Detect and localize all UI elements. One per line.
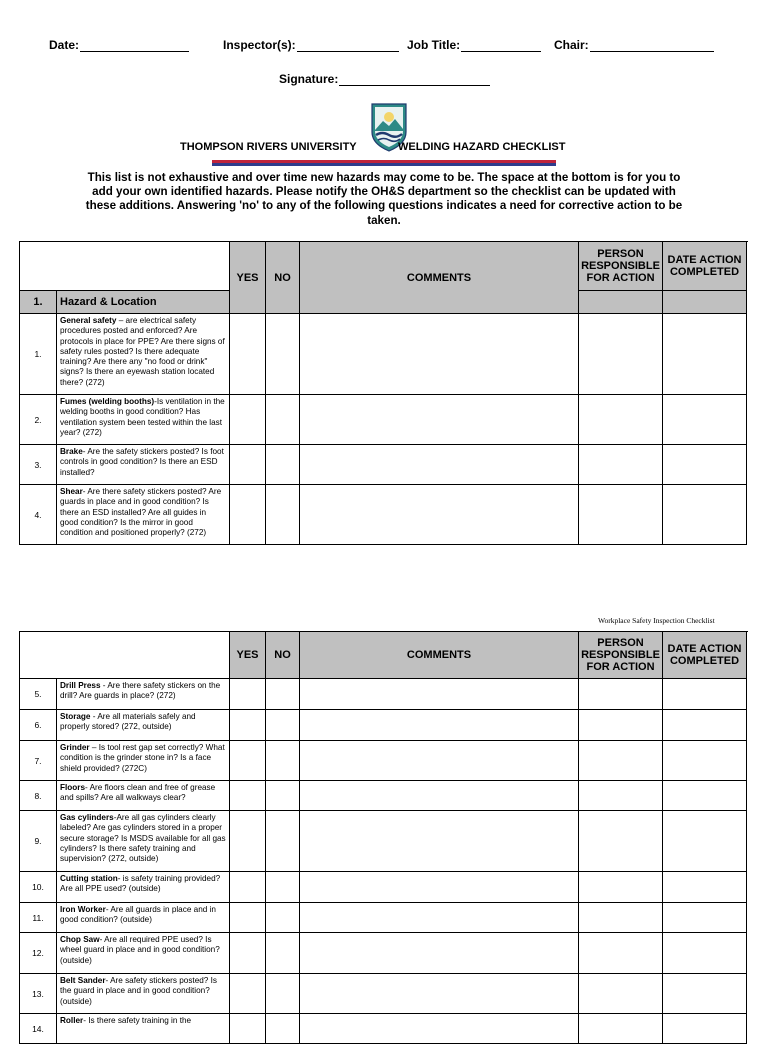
hazard-description <box>57 781 230 811</box>
date-action-cell[interactable] <box>663 1014 747 1044</box>
hazard-question: Is there safety training in the <box>88 1016 192 1025</box>
yes-cell[interactable] <box>230 903 266 933</box>
person-cell[interactable] <box>579 679 663 710</box>
hazard-name: Floors <box>60 783 86 792</box>
person-cell[interactable] <box>579 710 663 741</box>
chair-label: Chair: <box>554 38 589 52</box>
date-action-cell[interactable] <box>663 974 747 1014</box>
hazard-description <box>57 314 230 395</box>
row-number: 2. <box>20 395 57 445</box>
hazard-question: Is ventilation in the welding booths in good condition? Has ventilation system been tested within the last year? (272) <box>60 397 225 437</box>
date-field <box>49 38 189 52</box>
person-cell[interactable] <box>579 903 663 933</box>
hazard-separator: - <box>99 935 105 944</box>
date-action-cell[interactable] <box>663 781 747 811</box>
hazard-name: Drill Press <box>60 681 101 690</box>
no-cell[interactable] <box>266 974 300 1014</box>
hazard-question: is safety training provided? Are all PPE used? (outside) <box>60 874 221 894</box>
yes-cell[interactable] <box>230 741 266 781</box>
no-cell[interactable] <box>266 445 300 485</box>
no-cell[interactable] <box>266 811 300 872</box>
person-cell[interactable] <box>579 485 663 545</box>
hazard-name: Gas cylinders <box>60 813 114 822</box>
hazard-question: Are the safety stickers posted? Is foot controls in good condition? Is there an ESD installed? <box>60 447 224 477</box>
comments-cell[interactable] <box>300 974 579 1014</box>
no-cell[interactable] <box>266 314 300 395</box>
job-title-line <box>461 39 541 52</box>
yes-cell[interactable] <box>230 485 266 545</box>
section-number: 1. <box>20 291 57 314</box>
yes-cell[interactable] <box>230 974 266 1014</box>
hazard-separator: - <box>105 905 111 914</box>
person-cell[interactable] <box>579 933 663 974</box>
yes-cell[interactable] <box>230 811 266 872</box>
date-label: Date: <box>49 38 80 52</box>
no-cell[interactable] <box>266 710 300 741</box>
hazard-description <box>57 1014 230 1044</box>
date-line <box>80 39 189 52</box>
checklist-title: WELDING HAZARD CHECKLIST <box>398 141 566 153</box>
row-number: 9. <box>20 811 57 872</box>
person-cell[interactable] <box>579 1014 663 1044</box>
chair-line <box>590 39 714 52</box>
hazard-name: Shear <box>60 487 83 496</box>
comments-cell[interactable] <box>300 395 579 445</box>
person-cell[interactable] <box>579 974 663 1014</box>
comments-cell[interactable] <box>300 811 579 872</box>
signature-line <box>339 73 490 86</box>
row-number: 10. <box>20 872 57 903</box>
hazard-separator: - <box>82 447 88 456</box>
row-number: 11. <box>20 903 57 933</box>
yes-cell[interactable] <box>230 679 266 710</box>
yes-cell[interactable] <box>230 395 266 445</box>
title-row <box>0 100 768 156</box>
yes-cell[interactable] <box>230 781 266 811</box>
comments-cell[interactable] <box>300 872 579 903</box>
no-cell[interactable] <box>266 485 300 545</box>
hazard-question: Are all gas cylinders clearly labeled? Are gas cylinders stored in a proper secure storage? Is MSDS available for all gas cylinders? Is there safety training and supervision? (272, outside) <box>60 813 226 864</box>
hazard-description <box>57 933 230 974</box>
col-header-comments: COMMENTS <box>300 242 579 314</box>
hazard-name: Fumes (welding booths) <box>60 397 155 406</box>
hazard-question: Are all required PPE used? Is wheel guard in place and in good condition? (outside) <box>60 935 220 965</box>
date-action-cell[interactable] <box>663 395 747 445</box>
intro-paragraph: This list is not exhaustive and over time new hazards may come to be. The space at the bottom is for you to add your own identified hazards. Please notify the OH&S department so the checklist can be updated with these additions. Answering 'no' to any of the following questions indicates a need for corrective action to be taken. <box>85 171 683 227</box>
date-action-cell[interactable] <box>663 933 747 974</box>
section-shade-date <box>663 291 747 314</box>
date-action-cell[interactable] <box>663 741 747 781</box>
person-cell[interactable] <box>579 781 663 811</box>
hazard-name: Storage <box>60 712 91 721</box>
col-header-comments: COMMENTS <box>300 632 579 679</box>
row-number: 8. <box>20 781 57 811</box>
row-number: 3. <box>20 445 57 485</box>
hazard-description <box>57 974 230 1014</box>
hazard-description <box>57 445 230 485</box>
hazard-description <box>57 903 230 933</box>
hazard-question: Is tool rest gap set correctly? What condition is the grinder stone in? Is a face shield provided? (272C) <box>60 743 225 773</box>
row-number: 7. <box>20 741 57 781</box>
hazard-name: Iron Worker <box>60 905 106 914</box>
title-rule-blue <box>212 163 556 166</box>
section-label: Hazard & Location <box>57 291 230 314</box>
no-cell[interactable] <box>266 781 300 811</box>
comments-cell[interactable] <box>300 903 579 933</box>
hazard-separator: – <box>89 743 99 752</box>
hazard-name: General safety <box>60 316 117 325</box>
no-cell[interactable] <box>266 741 300 781</box>
hazard-name: Brake <box>60 447 83 456</box>
hazard-separator: – <box>116 316 126 325</box>
hazard-description <box>57 679 230 710</box>
hazard-separator: - <box>90 712 98 721</box>
checklist-table-page1 <box>19 241 748 545</box>
col-header-person: PERSON RESPONSIBLE FOR ACTION <box>579 242 663 291</box>
row-number: 5. <box>20 679 57 710</box>
row-number: 1. <box>20 314 57 395</box>
date-action-cell[interactable] <box>663 314 747 395</box>
hazard-question: Are all materials safely and properly stored? (272, outside) <box>60 712 196 732</box>
checklist-table-page2 <box>19 631 748 1044</box>
hazard-question: Are there safety stickers posted? Are guards in place and in good condition? Is there an ESD installed? Are all guides in good condition? Is the mirror in good condition and positioned properly? (272) <box>60 487 222 538</box>
yes-cell[interactable] <box>230 445 266 485</box>
date-action-cell[interactable] <box>663 903 747 933</box>
hazard-question: Are safety stickers posted? Is the guard in place and in good condition? (outside) <box>60 976 217 1006</box>
hazard-description <box>57 811 230 872</box>
col-header-no: NO <box>266 632 300 679</box>
no-cell[interactable] <box>266 903 300 933</box>
hazard-separator: - <box>154 397 157 406</box>
hazard-name: Grinder <box>60 743 90 752</box>
person-cell[interactable] <box>579 395 663 445</box>
hazard-question: Are floors clean and free of grease and spills? Are all walkways clear? <box>60 783 216 803</box>
comments-cell[interactable] <box>300 741 579 781</box>
hazard-question: Are there safety stickers on the drill? Are guards in place? (272) <box>60 681 221 701</box>
hazard-separator: - <box>100 681 108 690</box>
person-cell[interactable] <box>579 872 663 903</box>
no-cell[interactable] <box>266 933 300 974</box>
row-number: 13. <box>20 974 57 1014</box>
hazard-separator: - <box>113 813 117 822</box>
no-cell[interactable] <box>266 679 300 710</box>
hazard-separator: - <box>105 976 111 985</box>
person-cell[interactable] <box>579 811 663 872</box>
row-number: 6. <box>20 710 57 741</box>
no-cell[interactable] <box>266 872 300 903</box>
hazard-name: Chop Saw <box>60 935 100 944</box>
col-header-person: PERSON RESPONSIBLE FOR ACTION <box>579 632 663 679</box>
university-name: THOMPSON RIVERS UNIVERSITY <box>180 141 357 153</box>
hazard-separator: - <box>117 874 123 883</box>
hazard-description <box>57 872 230 903</box>
hazard-name: Roller <box>60 1016 84 1025</box>
page-footer: Workplace Safety Inspection Checklist <box>598 616 715 625</box>
yes-cell[interactable] <box>230 710 266 741</box>
row-number: 12. <box>20 933 57 974</box>
row-number: 4. <box>20 485 57 545</box>
hazard-description <box>57 395 230 445</box>
inspectors-field <box>223 38 399 52</box>
hazard-separator: - <box>83 1016 89 1025</box>
signature-field <box>279 72 490 86</box>
comments-cell[interactable] <box>300 933 579 974</box>
chair-field <box>554 38 714 52</box>
hazard-description <box>57 710 230 741</box>
date-action-cell[interactable] <box>663 811 747 872</box>
hazard-separator: - <box>82 487 88 496</box>
no-cell[interactable] <box>266 395 300 445</box>
hazard-question: Are all guards in place and in good condition? (outside) <box>60 905 216 925</box>
comments-cell[interactable] <box>300 710 579 741</box>
hazard-description <box>57 741 230 781</box>
signature-label: Signature: <box>279 72 339 86</box>
comments-cell[interactable] <box>300 1014 579 1044</box>
comments-cell[interactable] <box>300 485 579 545</box>
job-title-field <box>407 38 541 52</box>
inspectors-label: Inspector(s): <box>223 38 296 52</box>
job-title-label: Job Title: <box>407 38 461 52</box>
comments-cell[interactable] <box>300 781 579 811</box>
hazard-separator: - <box>85 783 90 792</box>
section-shade-person <box>579 291 663 314</box>
person-cell[interactable] <box>579 445 663 485</box>
yes-cell[interactable] <box>230 1014 266 1044</box>
date-action-cell[interactable] <box>663 445 747 485</box>
hazard-description <box>57 485 230 545</box>
person-cell[interactable] <box>579 314 663 395</box>
col-header-date-action: DATE ACTION COMPLETED <box>663 242 747 291</box>
person-cell[interactable] <box>579 741 663 781</box>
col-header-no: NO <box>266 242 300 314</box>
hazard-question: are electrical safety procedures posted and enforced? Are protocols in place for PPE? Are there signs of safety rules posted? Is there adequate training? Are there any "no food or drink" signs? Is there an eyewash station located there? (272) <box>60 316 225 387</box>
hazard-name: Cutting station <box>60 874 118 883</box>
col-header-yes: YES <box>230 632 266 679</box>
comments-cell[interactable] <box>300 314 579 395</box>
date-action-cell[interactable] <box>663 710 747 741</box>
date-action-cell[interactable] <box>663 679 747 710</box>
col-header-date-action: DATE ACTION COMPLETED <box>663 632 747 679</box>
inspectors-line <box>297 39 399 52</box>
col-header-yes: YES <box>230 242 266 314</box>
table-blank-corner <box>20 242 230 291</box>
yes-cell[interactable] <box>230 872 266 903</box>
row-number: 14. <box>20 1014 57 1044</box>
comments-cell[interactable] <box>300 679 579 710</box>
comments-cell[interactable] <box>300 445 579 485</box>
yes-cell[interactable] <box>230 933 266 974</box>
date-action-cell[interactable] <box>663 872 747 903</box>
yes-cell[interactable] <box>230 314 266 395</box>
no-cell[interactable] <box>266 1014 300 1044</box>
date-action-cell[interactable] <box>663 485 747 545</box>
hazard-name: Belt Sander <box>60 976 106 985</box>
table-blank-corner <box>20 632 230 679</box>
